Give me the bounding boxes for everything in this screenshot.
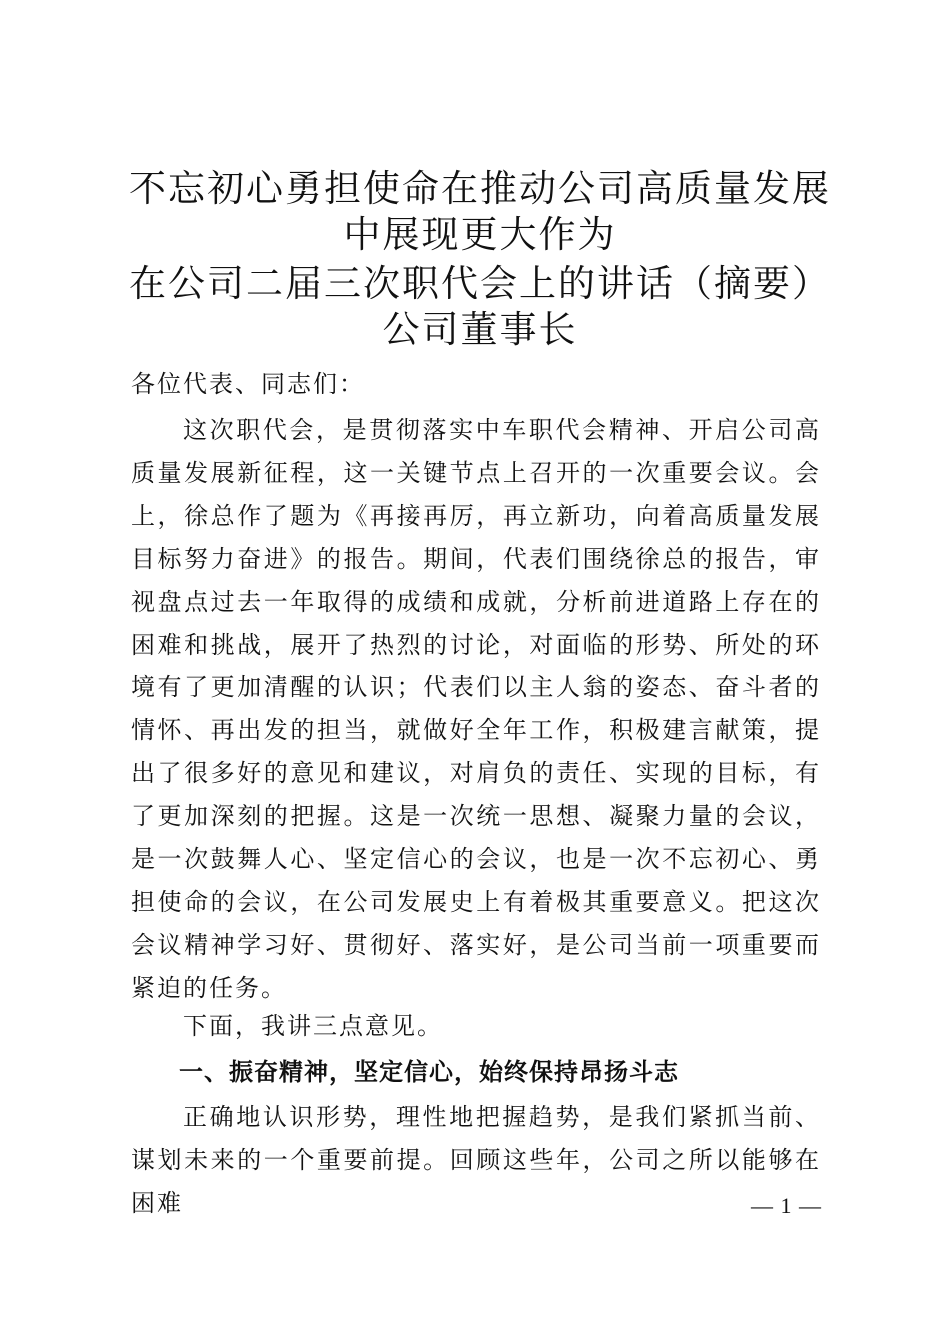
document-subtitle: 在公司二届三次职代会上的讲话（摘要）公司董事长: [129, 262, 831, 351]
paragraph-opening: 这次职代会，是贯彻落实中车职代会精神、开启公司高质量发展新征程，这一关键节点上召开的一次重要会议。会上，徐总作了题为《再接再厉，再立新功，向着高质量发展目标努力奋进》的报告。期间，代表们围绕徐总的报告，审视盘点过去一年取得的成绩和成就，分析前进道路上存在的困难和挑战，展开了热烈的讨论，对面临的形势、所处的环境有了更加清醒的认识；代表们以主人翁的姿态、奋斗者的情怀、再出发的担当，就做好全年工作，积极建言献策，提出了很多好的意见和建议，对肩负的责任、实现的目标，有了更加深刻的把握。这是一次统一思想、凝聚力量的会议，是一次鼓舞人心、坚定信心的会议，也是一次不忘初心、勇担使命的会议，在公司发展史上有着极其重要意义。把这次会议精神学习好、贯彻好、落实好，是公司当前一项重要而紧迫的任务。: [131, 416, 821, 1002]
document-title: 不忘初心勇担使命在推动公司高质量发展中展现更大作为: [129, 167, 831, 256]
paragraph-section-1: 正确地认识形势，理性地把握趋势，是我们紧抓当前、谋划未来的一个重要前提。回顾这些年，公司之所以能够在困难: [131, 1103, 821, 1217]
paragraph-transition: 下面，我讲三点意见。: [183, 1012, 443, 1040]
page-number: — 1 —: [751, 1193, 822, 1218]
section-heading-1: 一、振奋精神，坚定信心，始终保持昂扬斗志: [179, 1058, 679, 1086]
salutation: 各位代表、同志们：: [131, 370, 365, 398]
